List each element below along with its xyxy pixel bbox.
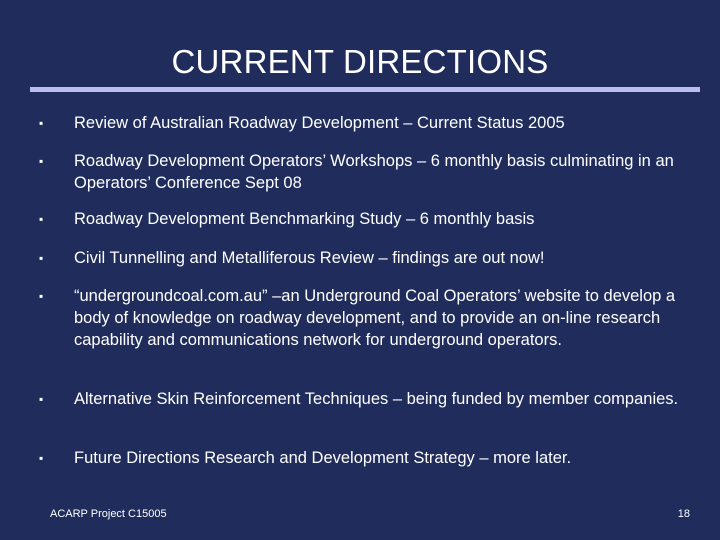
bullet-text: Future Directions Research and Development Strategy – more later. [74,449,572,467]
bullet-text: Alternative Skin Reinforcement Techniques – being funded by member companies. [74,390,679,408]
bullet-square-icon: ▪ [39,212,44,226]
slide-title: CURRENT DIRECTIONS [171,43,549,80]
bullet-text: “undergroundcoal.com.au” –an Underground Coal Operators’ website to develop a body of knowledge on roadway development, and to provide an on-line research capability and communications network for underground operators. [74,287,676,349]
bullet-square-icon: ▪ [39,392,44,406]
bullet-square-icon: ▪ [39,154,44,168]
bullet-text: Roadway Development Benchmarking Study – 6 monthly basis [74,210,535,228]
bullet-text: Roadway Development Operators’ Workshops – 6 monthly basis culminating in an Operators’ Conference Sept 08 [74,152,674,192]
title-underline [30,87,700,92]
bullet-text: Civil Tunnelling and Metalliferous Review – findings are out now! [74,249,545,267]
bullet-square-icon: ▪ [39,289,44,303]
bullet-text: Review of Australian Roadway Development – Current Status 2005 [74,114,565,132]
bullet-square-icon: ▪ [39,251,44,265]
footer-project-label: ACARP Project C15005 [50,508,167,520]
bullet-square-icon: ▪ [39,451,44,465]
page-number: 18 [677,508,690,520]
bullet-square-icon: ▪ [39,116,44,130]
